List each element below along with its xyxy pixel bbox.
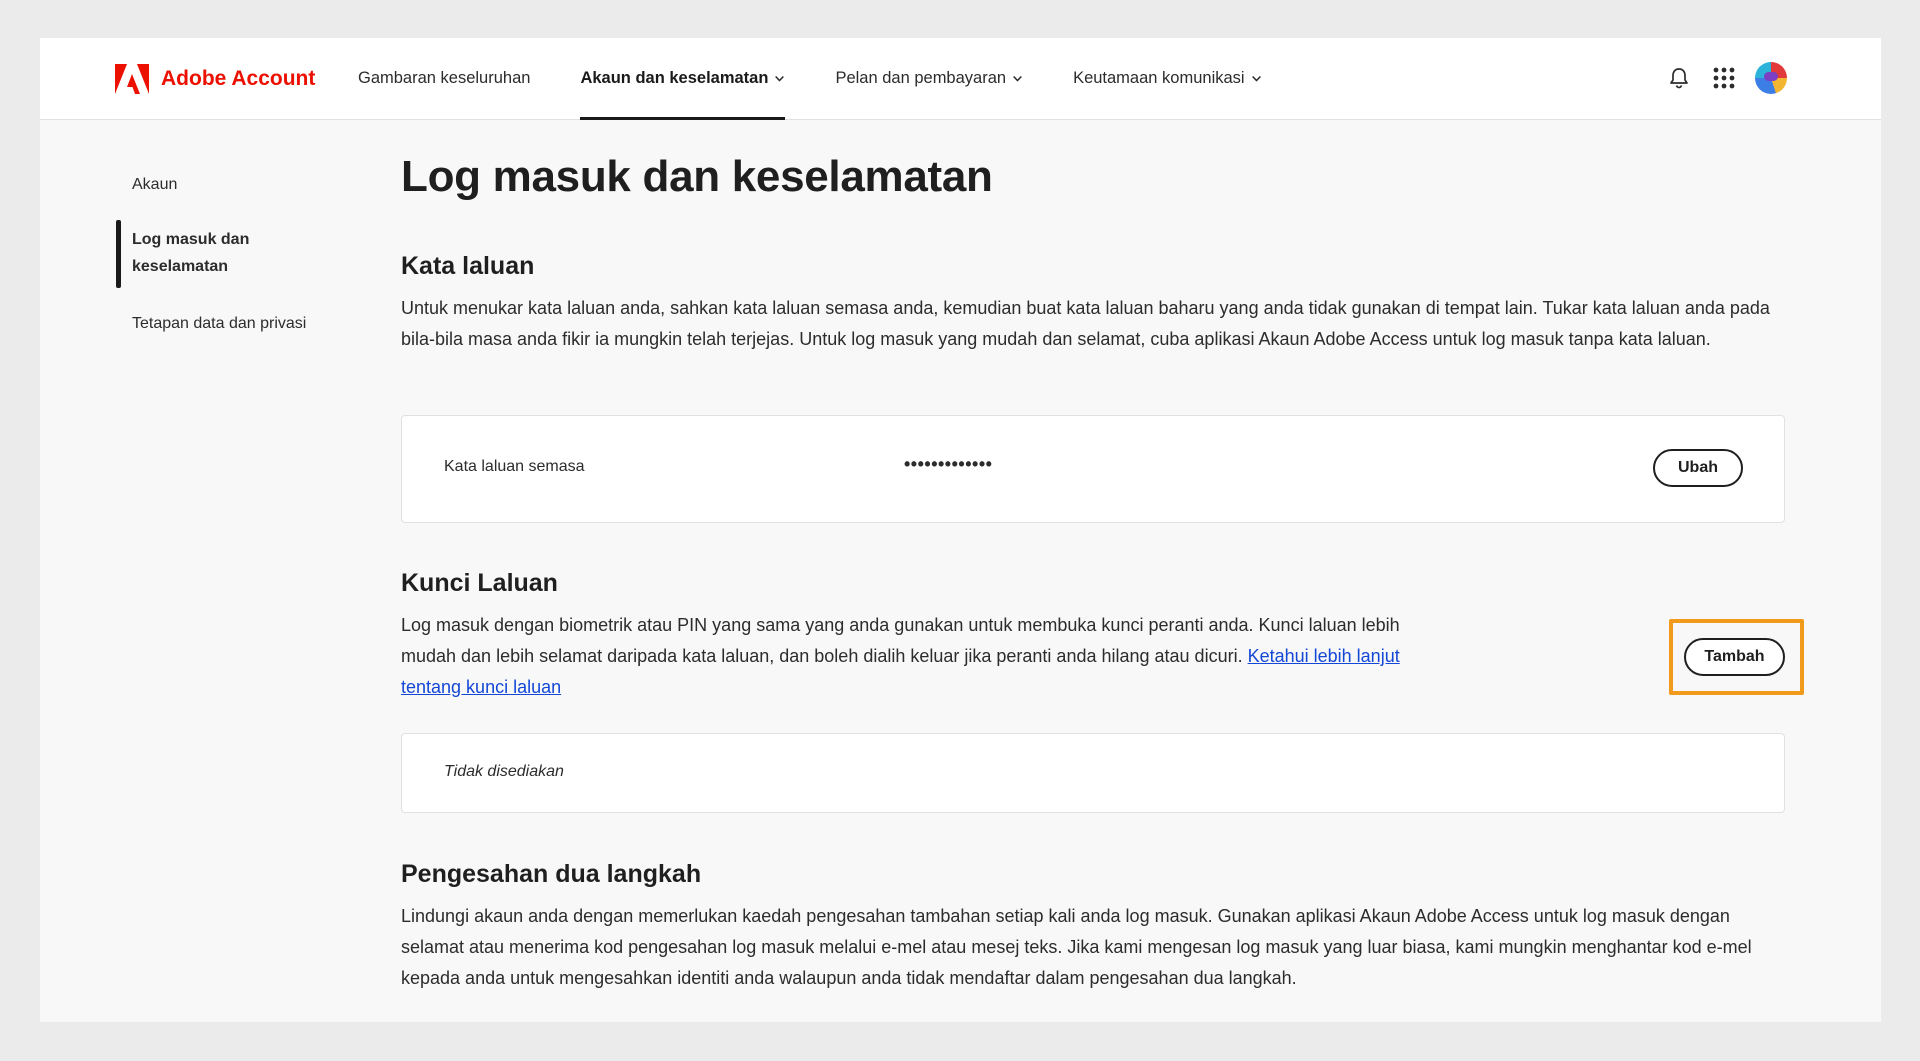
passkey-card	[401, 733, 1785, 813]
main-nav	[358, 38, 1312, 119]
nav-overview-label: Gambaran keseluruhan	[358, 69, 531, 87]
nav-overview[interactable]	[358, 38, 530, 119]
sidebar-item-data-privacy[interactable]	[116, 310, 336, 337]
adobe-logo-icon	[115, 64, 149, 94]
bell-icon	[1669, 67, 1689, 89]
sidebar-item-account[interactable]	[116, 171, 336, 198]
passkey-status: Tidak disediakan	[444, 763, 564, 780]
password-description: Untuk menukar kata laluan anda, sahkan kata laluan semasa anda, kemudian buat kata laluan baharu yang anda tidak gunakan di tempat lain. Tukar kata laluan anda pada bila-bila masa anda fikir ia mungkin telah terjejas. Untuk log masuk yang mudah dan selamat, cuba aplikasi Akaun Adobe Access untuk log masuk tanpa kata laluan.	[401, 298, 1770, 349]
sidebar-item-signin-security[interactable]	[116, 220, 272, 288]
nav-communication-prefs-label: Keutamaan komunikasi	[1073, 69, 1245, 87]
sidebar-item-label: Log masuk dan keselamatan	[132, 231, 250, 275]
app-grid-icon	[1713, 67, 1735, 89]
two-step-description: Lindungi akaun anda dengan memerlukan kaedah pengesahan tambahan setiap kali anda log masuk. Gunakan aplikasi Akaun Adobe Access untuk log masuk dengan selamat atau menerima kod pengesahan log masuk melalui e-mel atau mesej teks. Jika kami mengesan log masuk yang luar biasa, kami mungkin menghantar kod e-mel kepada anda untuk mengesahkan identiti anda walaupun anda tidak mendaftar dalam pengesahan dua langkah.	[401, 906, 1752, 988]
logo-text: Adobe Account	[161, 67, 316, 90]
nav-account-security-label: Akaun dan keselamatan	[580, 69, 769, 87]
masked-password: •••••••••••••	[904, 454, 993, 474]
current-password-label: Kata laluan semasa	[444, 458, 585, 475]
password-card	[401, 415, 1785, 523]
two-step-heading: Pengesahan dua langkah	[401, 860, 702, 888]
top-header	[40, 38, 1881, 120]
passkey-description-text: Log masuk dengan biometrik atau PIN yang sama yang anda gunakan untuk membuka kunci peranti anda. Kunci laluan lebih mudah dan lebih selamat daripada kata laluan, dan boleh dialih keluar jika peranti anda hilang atau dicuri.	[401, 615, 1400, 666]
nav-plans-payment-label: Pelan dan pembayaran	[835, 69, 1007, 87]
page-title: Log masuk dan keselamatan	[401, 152, 993, 201]
adobe-logo[interactable]	[115, 64, 315, 94]
chevron-down-icon	[1251, 73, 1262, 84]
nav-plans-payment[interactable]	[835, 38, 1023, 119]
sidebar	[116, 163, 336, 337]
sidebar-item-label: Akaun	[132, 176, 178, 193]
app-frame	[40, 38, 1881, 1022]
passkey-description	[401, 610, 1401, 703]
sidebar-item-label: Tetapan data dan privasi	[132, 315, 307, 332]
notifications-button[interactable]	[1665, 64, 1693, 92]
learn-more-passkey-link[interactable]: Ketahui lebih lanjut tentang kunci laluan	[401, 646, 1400, 697]
apps-button[interactable]	[1710, 64, 1738, 92]
avatar[interactable]	[1755, 62, 1787, 94]
add-passkey-button[interactable]: Tambah	[1684, 638, 1785, 676]
nav-communication-prefs[interactable]	[1073, 38, 1262, 119]
passkey-heading: Kunci Laluan	[401, 569, 558, 597]
password-heading: Kata laluan	[401, 252, 535, 280]
chevron-down-icon	[1012, 73, 1023, 84]
chevron-down-icon	[774, 73, 785, 84]
nav-account-security[interactable]	[580, 38, 785, 119]
header-actions	[1648, 62, 1787, 94]
change-password-button[interactable]: Ubah	[1653, 449, 1743, 487]
